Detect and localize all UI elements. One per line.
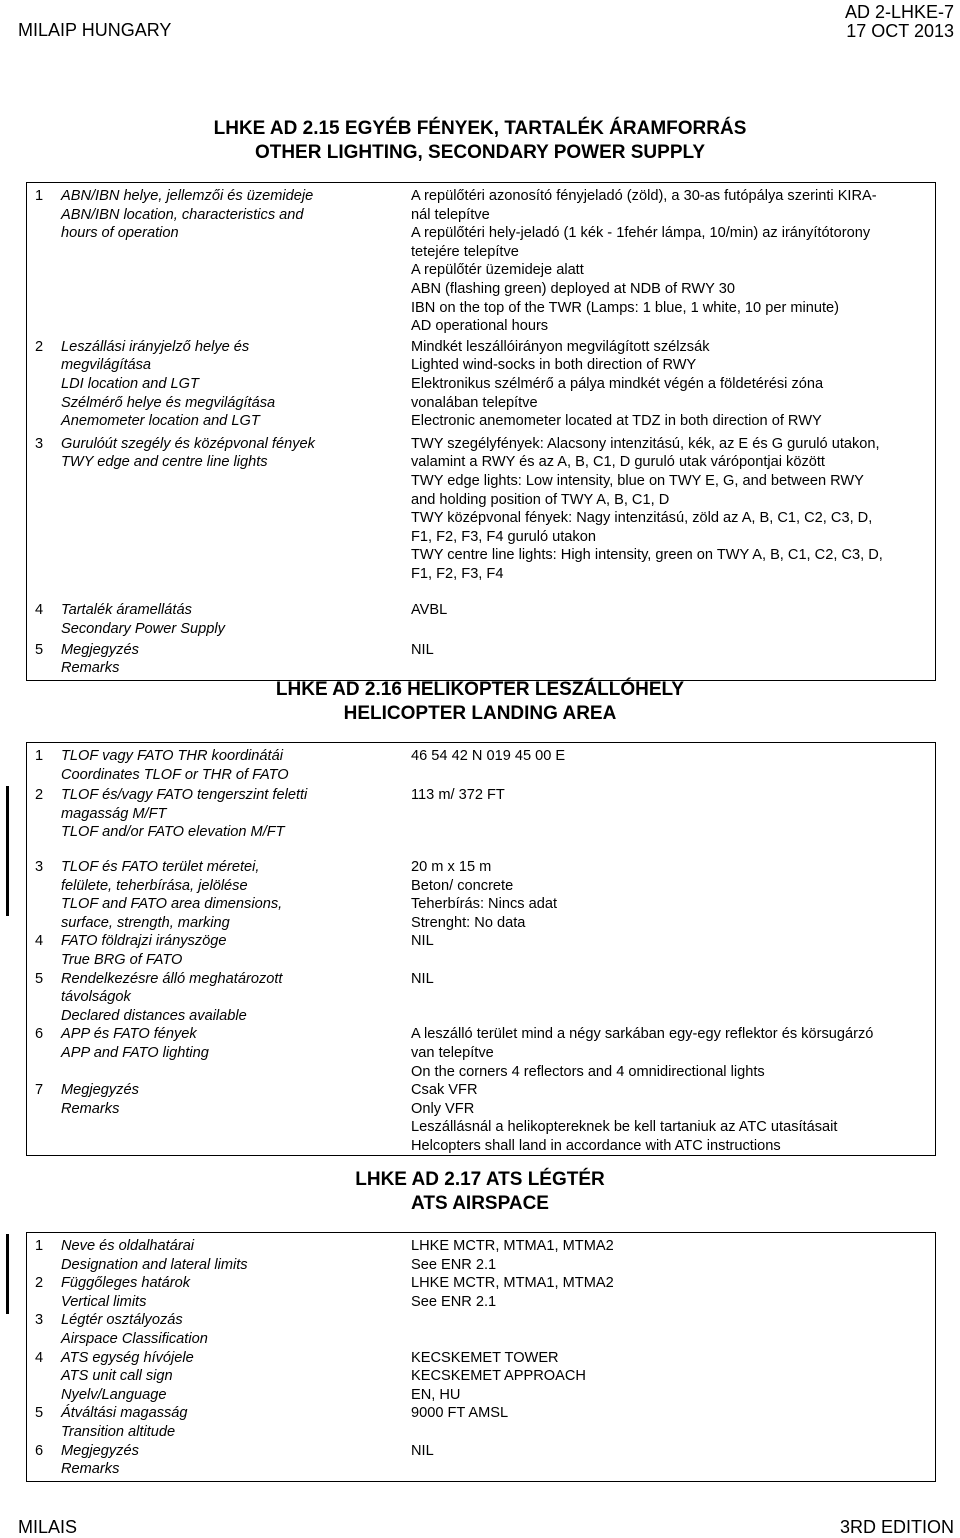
description-line: Declared distances available bbox=[61, 1007, 247, 1024]
row-value bbox=[405, 431, 936, 584]
row-number: 3 bbox=[35, 435, 44, 452]
value-line: F1, F2, F3, F4 guruló utakon bbox=[411, 528, 596, 545]
row-number: 3 bbox=[35, 858, 44, 875]
row-description bbox=[61, 932, 405, 969]
value-line: 20 m x 15 m bbox=[411, 858, 492, 875]
row-value bbox=[405, 1349, 936, 1405]
section15-table bbox=[26, 182, 936, 681]
row-number: 1 bbox=[35, 188, 44, 204]
description-line: Remarks bbox=[61, 660, 120, 677]
description-line: Coordinates TLOF or THR of FATO bbox=[61, 766, 289, 783]
footer-left: MILAIS bbox=[18, 1517, 78, 1537]
value-line: 9000 FT AMSL bbox=[411, 1405, 509, 1422]
table-row bbox=[27, 1274, 936, 1311]
value-line: IBN on the top of the TWR (Lamps: 1 blue, 1 white, 10 per minute) bbox=[411, 299, 840, 316]
value-line: Teherbírás: Nincs adat bbox=[411, 896, 558, 913]
table-row bbox=[27, 1404, 936, 1441]
table-row bbox=[27, 1233, 936, 1275]
description-line: TLOF és/vagy FATO tengerszint feletti bbox=[61, 787, 308, 804]
description-line: APP and FATO lighting bbox=[61, 1044, 209, 1061]
description-line: felülete, teherbírása, jelölése bbox=[61, 877, 248, 894]
description-line: magasság M/FT bbox=[61, 805, 167, 822]
table-row bbox=[27, 1349, 936, 1405]
value-line: 46 54 42 N 019 45 00 E bbox=[411, 748, 566, 764]
row-number: 7 bbox=[35, 1082, 44, 1099]
value-line: Strenght: No data bbox=[411, 914, 526, 931]
value-line: KECSKEMET TOWER bbox=[411, 1349, 559, 1366]
value-line: KECSKEMET APPROACH bbox=[411, 1368, 586, 1385]
value-line: valamint a RWY és az A, B, C1, D guruló utak várópontjai között bbox=[411, 454, 825, 471]
row-value bbox=[405, 1274, 936, 1311]
row-value bbox=[405, 336, 936, 431]
section17-title-hu: LHKE AD 2.17 ATS LÉGTÉR bbox=[355, 1169, 605, 1190]
row-description bbox=[61, 1442, 405, 1482]
value-line: Elektronikus szélmérő a pálya mindkét végén a földetérési zóna bbox=[411, 375, 824, 392]
footer-right: 3RD EDITION bbox=[839, 1517, 954, 1537]
description-line: megvilágítása bbox=[61, 357, 152, 374]
description-line: Megjegyzés bbox=[61, 1442, 139, 1459]
value-line: Lighted wind-socks in both direction of RWY bbox=[411, 357, 697, 374]
table-row bbox=[27, 431, 936, 584]
value-line: F1, F2, F3, F4 bbox=[411, 565, 504, 582]
row-value bbox=[405, 183, 936, 336]
description-line: Tartalék áramellátás bbox=[61, 602, 192, 619]
header-doc-id: AD 2-LHKE-7 bbox=[844, 2, 954, 22]
description-line: Nyelv/Language bbox=[61, 1386, 167, 1403]
row-value bbox=[405, 743, 936, 785]
row-number: 3 bbox=[35, 1312, 44, 1329]
row-description bbox=[61, 336, 405, 431]
description-line: TWY edge and centre line lights bbox=[61, 454, 268, 471]
section17-title-en: ATS AIRSPACE bbox=[411, 1193, 549, 1214]
value-line: On the corners 4 reflectors and 4 omnidirectional lights bbox=[411, 1063, 765, 1080]
row-value bbox=[405, 639, 936, 681]
row-number: 5 bbox=[35, 970, 44, 987]
row-description bbox=[61, 1404, 405, 1441]
value-line: A leszálló terület mind a négy sarkában egy-egy reflektor és körsugárzó bbox=[411, 1026, 874, 1043]
section16-title-hu: LHKE AD 2.16 HELIKOPTER LESZÁLLÓHELY bbox=[275, 679, 685, 700]
row-number: 2 bbox=[35, 1275, 44, 1292]
row-number: 1 bbox=[35, 748, 44, 764]
description-line: Transition altitude bbox=[61, 1423, 176, 1440]
table-row bbox=[27, 583, 936, 638]
value-line: See ENR 2.1 bbox=[411, 1293, 497, 1310]
value-line: AVBL bbox=[411, 602, 448, 619]
row-description bbox=[61, 1274, 405, 1311]
value-line: TWY centre line lights: High intensity, green on TWY A, B, C1, C2, C3, D, bbox=[411, 547, 883, 564]
description-line: ATS unit call sign bbox=[61, 1368, 173, 1385]
description-line: Secondary Power Supply bbox=[61, 621, 225, 638]
value-line: TWY középvonal fények: Nagy intenzitású, zöld az A, B, C1, C2, C3, D, bbox=[411, 510, 873, 527]
row-description bbox=[61, 431, 405, 584]
change-bar bbox=[6, 1234, 9, 1314]
row-description bbox=[61, 1349, 405, 1405]
row-description bbox=[61, 784, 405, 854]
description-line: TLOF vagy FATO THR koordinátái bbox=[61, 748, 283, 764]
row-description bbox=[61, 1233, 405, 1275]
description-line: FATO földrajzi irányszöge bbox=[61, 933, 227, 950]
row-number: 5 bbox=[35, 641, 44, 658]
row-description bbox=[61, 970, 405, 1026]
description-line: Átváltási magasság bbox=[61, 1405, 188, 1422]
row-description bbox=[61, 1081, 405, 1156]
table-row bbox=[27, 183, 936, 336]
description-line: Szélmérő helye és megvilágítása bbox=[61, 394, 276, 411]
row-value bbox=[405, 1404, 936, 1441]
change-bar bbox=[6, 786, 9, 916]
description-line: Remarks bbox=[61, 1461, 120, 1478]
row-value bbox=[405, 784, 936, 854]
table-row bbox=[27, 932, 936, 969]
description-line: Anemometer location and LGT bbox=[61, 413, 260, 430]
row-number: 5 bbox=[35, 1405, 44, 1422]
row-description bbox=[61, 639, 405, 681]
row-value bbox=[405, 1233, 936, 1275]
row-value bbox=[405, 970, 936, 1026]
value-line: Only VFR bbox=[411, 1100, 475, 1117]
value-line: Leszállásnál a helikoptereknek be kell tartaniuk az ATC utasításait bbox=[411, 1119, 838, 1136]
header-date: 17 OCT 2013 bbox=[846, 21, 954, 41]
description-line: Gurulóút szegély és középvonal fények bbox=[61, 435, 315, 452]
value-line: tetejére telepítve bbox=[411, 243, 519, 260]
header-left: MILAIP HUNGARY bbox=[18, 20, 172, 40]
description-line: Remarks bbox=[61, 1100, 120, 1117]
description-line: LDI location and LGT bbox=[61, 375, 199, 392]
row-number: 4 bbox=[35, 1349, 44, 1366]
value-line: EN, HU bbox=[411, 1386, 461, 1403]
row-number: 6 bbox=[35, 1026, 44, 1043]
value-line: Beton/ concrete bbox=[411, 877, 514, 894]
description-line: TLOF and FATO area dimensions, bbox=[61, 896, 283, 913]
value-line: LHKE MCTR, MTMA1, MTMA2 bbox=[411, 1275, 614, 1292]
row-description bbox=[61, 854, 405, 932]
row-description bbox=[61, 583, 405, 638]
description-line: TLOF és FATO terület méretei, bbox=[61, 858, 260, 875]
section16-table bbox=[26, 742, 936, 1156]
description-line: távolságok bbox=[61, 989, 131, 1006]
table-row bbox=[27, 1081, 936, 1156]
description-line: Függőleges határok bbox=[61, 1275, 190, 1292]
value-line: A repülőtéri azonosító fényjeladó (zöld), a 30-as futópálya szerinti KIRA- bbox=[411, 188, 877, 204]
value-line: A repülőtéri hely-jeladó (1 kék - 1fehér lámpa, 10/min) az irányítótorony bbox=[411, 225, 871, 242]
description-line: ABN/IBN helye, jellemzői és üzemideje bbox=[61, 188, 314, 204]
value-line: TWY szegélyfények: Alacsony intenzitású, kék, az E és G guruló utakon, bbox=[411, 435, 880, 452]
row-value bbox=[405, 854, 936, 932]
value-line: Helcopters shall land in accordance with ATC instructions bbox=[411, 1137, 781, 1154]
row-description bbox=[61, 1311, 405, 1348]
row-value bbox=[405, 1081, 936, 1156]
table-row bbox=[27, 336, 936, 431]
table-row bbox=[27, 784, 936, 854]
value-line: A repülőtér üzemideje alatt bbox=[411, 262, 584, 279]
description-line: Vertical limits bbox=[61, 1293, 147, 1310]
table-row bbox=[27, 970, 936, 1026]
value-line: NIL bbox=[411, 933, 434, 950]
description-line: Designation and lateral limits bbox=[61, 1256, 248, 1273]
row-number: 6 bbox=[35, 1442, 44, 1459]
row-description bbox=[61, 183, 405, 336]
description-line: surface, strength, marking bbox=[61, 914, 230, 931]
value-line: van telepítve bbox=[411, 1044, 494, 1061]
row-value bbox=[405, 1025, 936, 1081]
description-line: Neve és oldalhatárai bbox=[61, 1238, 195, 1254]
table-row bbox=[27, 854, 936, 932]
description-line: hours of operation bbox=[61, 225, 179, 242]
row-value bbox=[405, 1311, 936, 1348]
table-row bbox=[27, 1025, 936, 1081]
row-number: 4 bbox=[35, 933, 44, 950]
table-row bbox=[27, 1311, 936, 1348]
section16-title-en: HELICOPTER LANDING AREA bbox=[343, 703, 617, 724]
section15-title-en: OTHER LIGHTING, SECONDARY POWER SUPPLY bbox=[254, 142, 706, 163]
value-line: NIL bbox=[411, 1442, 434, 1459]
table-row bbox=[27, 1442, 936, 1482]
row-number: 1 bbox=[35, 1238, 44, 1254]
table-row bbox=[27, 639, 936, 681]
description-line: Megjegyzés bbox=[61, 1082, 139, 1099]
section17-table bbox=[26, 1232, 936, 1482]
description-line: Megjegyzés bbox=[61, 641, 139, 658]
description-line: Rendelkezésre álló meghatározott bbox=[61, 970, 283, 987]
value-line: ABN (flashing green) deployed at NDB of RWY 30 bbox=[411, 280, 735, 297]
value-line: NIL bbox=[411, 970, 434, 987]
value-line: vonalában telepítve bbox=[411, 394, 538, 411]
description-line: TLOF and/or FATO elevation M/FT bbox=[61, 824, 285, 841]
table-row bbox=[27, 743, 936, 785]
value-line: Electronic anemometer located at TDZ in both direction of RWY bbox=[411, 413, 822, 430]
value-line: and holding position of TWY A, B, C1, D bbox=[411, 491, 670, 508]
description-line: True BRG of FATO bbox=[61, 951, 183, 968]
value-line: LHKE MCTR, MTMA1, MTMA2 bbox=[411, 1238, 614, 1254]
value-line: 113 m/ 372 FT bbox=[411, 787, 505, 804]
row-description bbox=[61, 1025, 405, 1081]
row-value bbox=[405, 1442, 936, 1482]
section15-title-hu: LHKE AD 2.15 EGYÉB FÉNYEK, TARTALÉK ÁRAMFORRÁS bbox=[213, 118, 747, 139]
value-line: nál telepítve bbox=[411, 206, 490, 223]
value-line: AD operational hours bbox=[411, 318, 549, 335]
value-line: See ENR 2.1 bbox=[411, 1256, 497, 1273]
row-value bbox=[405, 932, 936, 969]
value-line: Mindkét leszállóirányon megvilágított szélzsák bbox=[411, 338, 710, 355]
description-line: APP és FATO fények bbox=[61, 1026, 197, 1043]
row-number: 2 bbox=[35, 787, 44, 804]
value-line: NIL bbox=[411, 641, 434, 658]
row-number: 4 bbox=[35, 602, 44, 619]
row-number: 2 bbox=[35, 338, 44, 355]
description-line: Airspace Classification bbox=[61, 1330, 208, 1347]
value-line: TWY edge lights: Low intensity, blue on TWY E, G, and between RWY bbox=[411, 472, 864, 489]
description-line: Légtér osztályozás bbox=[61, 1312, 183, 1329]
value-line: Csak VFR bbox=[411, 1082, 478, 1099]
description-line: ATS egység hívójele bbox=[61, 1349, 194, 1366]
description-line: Leszállási irányjelző helye és bbox=[61, 338, 250, 355]
description-line: ABN/IBN location, characteristics and bbox=[61, 206, 304, 223]
row-description bbox=[61, 743, 405, 785]
row-value bbox=[405, 583, 936, 638]
